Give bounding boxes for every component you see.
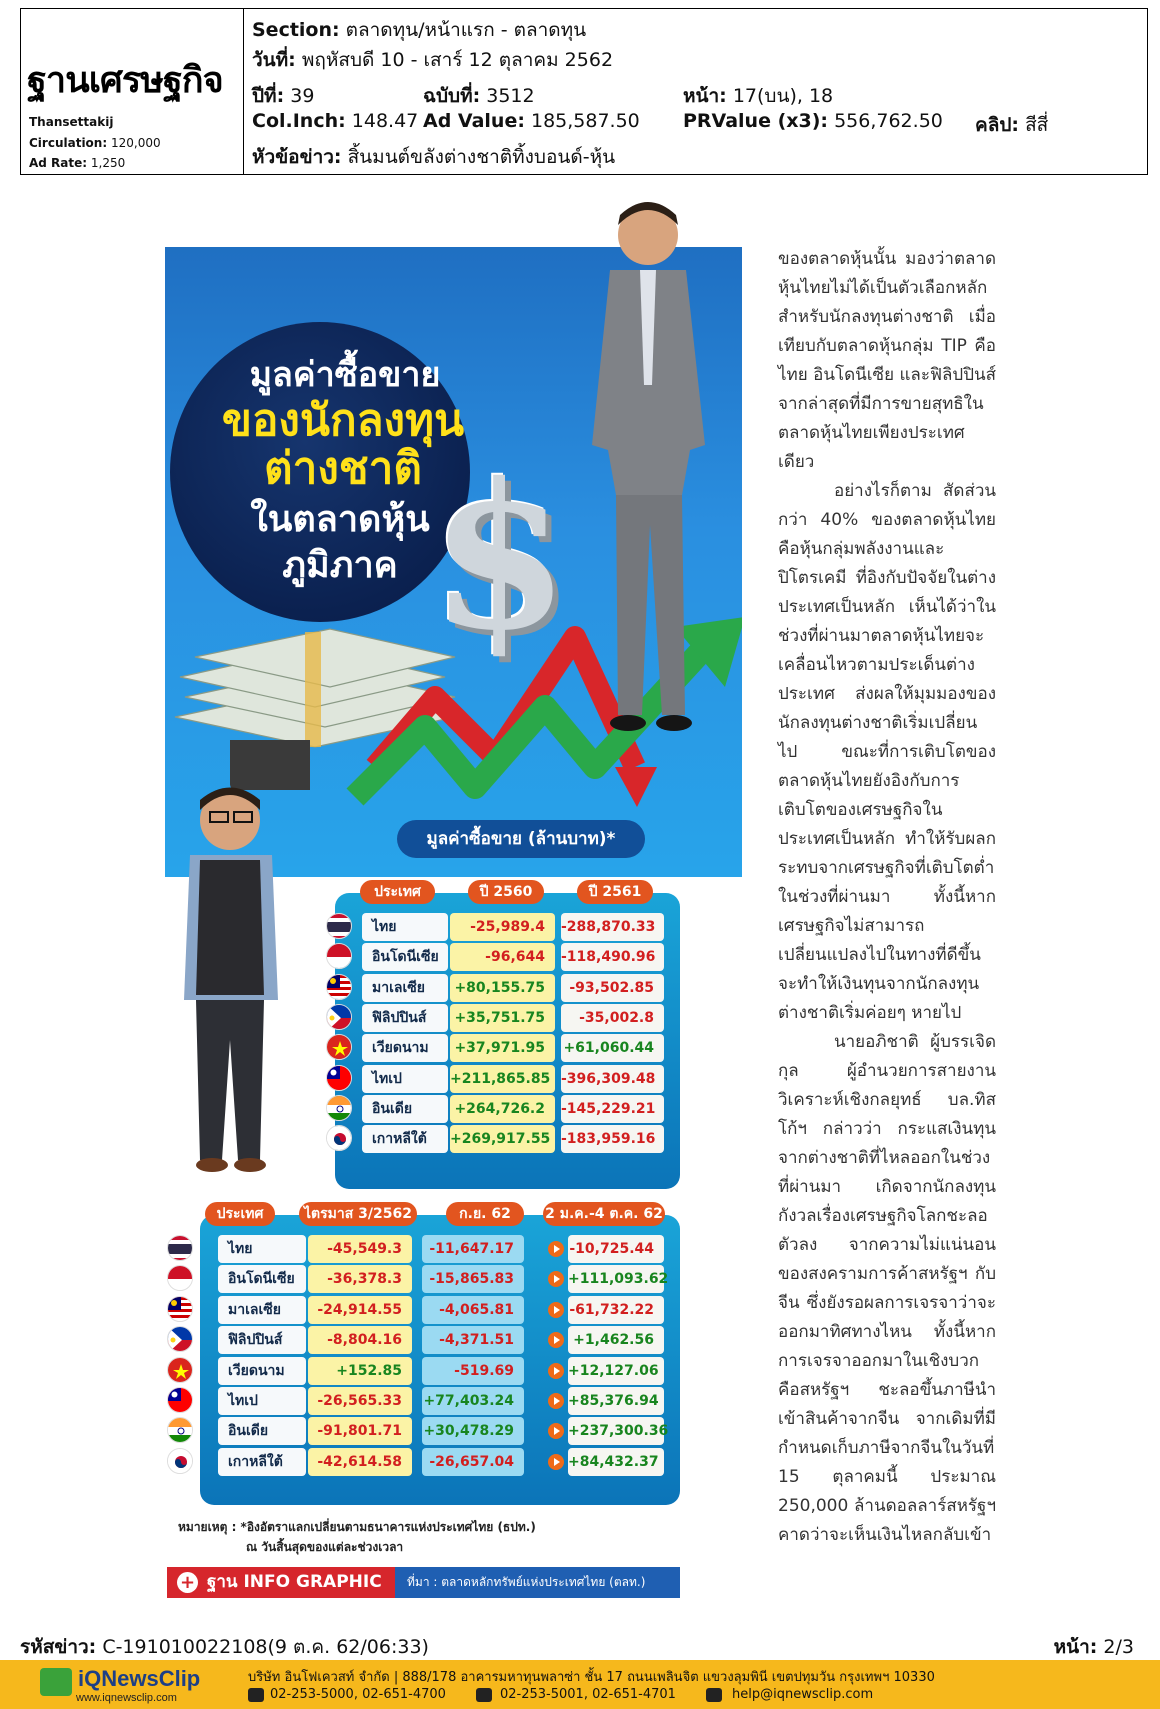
company-address: บริษัท อินโฟเควสท์ จำกัด | 888/178 อาคารมหาทุนพลาซ่า ชั้น 17 ถนนเพลินจิต แขวงลุมพินี เขตปทุมวัน กรุงเทพฯ 10330: [248, 1670, 935, 1685]
headline: หัวข้อข่าว: สิ้นมนต์ขลังต่างชาติทิ้งบอนด์-หุ้น: [252, 146, 616, 168]
newsclip-icon: [40, 1668, 72, 1696]
year: ปีที่: 39: [252, 85, 315, 107]
value-2560-cell: +211,865.85: [450, 1065, 555, 1093]
country-cell: เวียดนาม: [218, 1357, 306, 1385]
arrow-right-icon: [548, 1393, 564, 1409]
country-cell: อินเดีย: [362, 1095, 448, 1123]
table-recent-header-ytd: 2 ม.ค.-4 ต.ค. 62: [543, 1202, 665, 1226]
value-ytd-cell: +85,376.94: [568, 1387, 664, 1415]
title-line-4: ในตลาดหุ้น ภูมิภาค: [250, 499, 430, 586]
value-2560-cell: +37,971.95: [450, 1034, 555, 1062]
value-sep-cell: +30,478.29: [422, 1417, 524, 1445]
value-2561-cell: -183,959.16: [561, 1125, 664, 1153]
value-q3-cell: -8,804.16: [308, 1326, 412, 1354]
fax-numbers: 02-253-5001, 02-651-4701: [500, 1687, 676, 1702]
table-recent-header-q3: ไตรมาส 3/2562: [299, 1202, 417, 1226]
value-2560-cell: +264,726.2: [450, 1095, 555, 1123]
table-recent-header-country: ประเทศ: [205, 1202, 275, 1226]
publication-name: Thansettakij: [29, 115, 114, 129]
country-cell: ไทเป: [218, 1387, 306, 1415]
page: หน้า: 17(บน), 18: [683, 85, 834, 107]
article-paragraph-1: ของตลาดหุ้นนั้น มองว่าตลาดหุ้นไทยไม่ได้เป็นตัวเลือกหลักสำหรับนักลงทุนต่างชาติ เมื่อเทียบกับตลาดหุ้นกลุ่ม TIP คือ ไทย อินโดนีเซีย และฟิลิปปินส์ จากล่าสุดที่มีการขายสุทธิในตลาดหุ้นไทยเพียงประเทศเดียว: [778, 249, 996, 472]
col-inch: Col.Inch: 148.47: [252, 110, 419, 132]
country-cell: เกาหลีใต้: [218, 1448, 306, 1476]
arrow-right-icon: [548, 1241, 564, 1257]
country-cell: ฟิลิปปินส์: [218, 1326, 306, 1354]
phone-numbers: 02-253-5000, 02-651-4700: [270, 1687, 446, 1702]
country-flag-icon: [167, 1357, 193, 1383]
value-2560-cell: -96,644: [450, 943, 555, 971]
country-cell: มาเลเซีย: [218, 1296, 306, 1324]
country-flag-icon: [326, 1004, 352, 1030]
businessman-standing-image: [570, 195, 730, 755]
ad-value: Ad Value: 185,587.50: [423, 110, 640, 132]
country-flag-icon: [326, 1095, 352, 1121]
country-cell: ไทย: [362, 913, 448, 941]
value-2560-cell: +80,155.75: [450, 974, 555, 1002]
value-q3-cell: -45,549.3: [308, 1235, 412, 1263]
pr-value: PRValue (x3): 556,762.50: [683, 110, 943, 132]
clipping-header: [20, 8, 1148, 175]
footnote: หมายเหตุ : *อิงอัตราแลกเปลี่ยนตามธนาคารแห่งประเทศไทย (ธปท.) ณ วันสิ้นสุดของแต่ละช่วงเวลา: [178, 1520, 536, 1554]
value-q3-cell: -91,801.71: [308, 1417, 412, 1445]
date: วันที่: พฤหัสบดี 10 - เสาร์ 12 ตุลาคม 2562: [252, 49, 614, 71]
value-sep-cell: -11,647.17: [422, 1235, 524, 1263]
news-code: รหัสข่าว: C-191010022108(9 ต.ค. 62/06:33): [20, 1636, 429, 1658]
table-recent-header-sep: ก.ย. 62: [446, 1202, 524, 1226]
value-2561-cell: -118,490.96: [561, 943, 664, 971]
ad-rate: Ad Rate: 1,250: [29, 156, 126, 170]
table-annual-header-country: ประเทศ: [360, 880, 435, 904]
issue: ฉบับที่: 3512: [423, 85, 535, 107]
value-ytd-cell: +1,462.56: [568, 1326, 664, 1354]
country-cell: ฟิลิปปินส์: [362, 1004, 448, 1032]
circulation: Circulation: 120,000: [29, 136, 161, 150]
subtitle-pill: มูลค่าซื้อขาย (ล้านบาท)*: [397, 820, 645, 858]
value-2561-cell: +61,060.44: [561, 1034, 664, 1062]
article-paragraph-3: นายอภิชาติ ผู้บรรเจิดกุล ผู้อำนวยการสายงานวิเคราะห์เชิงกลยุทธ์ บล.ทิสโก้ฯ กล่าวว่า กระแสเงินทุนจากต่างชาติที่ไหลออกในช่วงที่ผ่านมา เกิดจากนักลงทุนกังวลเรื่องเศรษฐกิจโลกชะลอตัวลง จากความไม่แน่นอนของสงครามการค้าสหรัฐฯ กับจีน ซึ่งยังรอผลการเจรจาว่าจะออกมาทิศทางไหน ทั้งนี้หากการเจรจาออกมาในเชิงบวก คือสหรัฐฯ ชะลอขึ้นภาษีนำเข้าสินค้าจากจีน จากเดิมที่มีกำหนดเก็บภาษีจากจีนในวันที่ 15 ตุลาคมนี้ ประมาณ 250,000 ล้านดอลลาร์สหรัฐฯ คาดว่าจะเห็นเงินไหลกลับเข้า: [778, 1032, 996, 1545]
section: Section: ตลาดทุน/หน้าแรก - ตลาดทุน: [252, 19, 587, 41]
value-sep-cell: -15,865.83: [422, 1265, 524, 1293]
value-2560-cell: +269,917.55: [450, 1125, 555, 1153]
publication-logo: ฐานเศรษฐกิจ: [27, 60, 223, 101]
country-flag-icon: [167, 1296, 193, 1322]
businessman-briefcase-image: [160, 740, 310, 1190]
clip-color: คลิป: สีสี่: [975, 114, 1049, 136]
value-2561-cell: -93,502.85: [561, 974, 664, 1002]
brand-title: ฐาน INFO GRAPHIC: [207, 1572, 382, 1592]
country-cell: อินโดนีเซีย: [218, 1265, 306, 1293]
article-column: [778, 245, 996, 1550]
country-flag-icon: [167, 1265, 193, 1291]
value-ytd-cell: -10,725.44: [568, 1235, 664, 1263]
value-2561-cell: -145,229.21: [561, 1095, 664, 1123]
table-annual-header-2561: ปี 2561: [577, 880, 653, 904]
publication-panel: [21, 9, 244, 174]
country-flag-icon: [326, 974, 352, 1000]
phone-icon: [248, 1688, 264, 1702]
value-ytd-cell: +111,093.62: [568, 1265, 664, 1293]
value-q3-cell: -26,565.33: [308, 1387, 412, 1415]
country-flag-icon: [167, 1326, 193, 1352]
country-cell: อินเดีย: [218, 1417, 306, 1445]
title-line-2: ของนักลงทุน ต่างชาติ: [221, 395, 465, 494]
country-flag-icon: [326, 1034, 352, 1060]
country-flag-icon: [326, 1065, 352, 1091]
value-ytd-cell: -61,732.22: [568, 1296, 664, 1324]
value-ytd-cell: +237,300.36: [568, 1417, 664, 1445]
email-icon: [706, 1688, 722, 1702]
country-cell: อินโดนีเซีย: [362, 943, 448, 971]
value-2560-cell: -25,989.4: [450, 913, 555, 941]
value-2561-cell: -396,309.48: [561, 1065, 664, 1093]
value-ytd-cell: +84,432.37: [568, 1448, 664, 1476]
country-flag-icon: [167, 1417, 193, 1443]
dollar-sign-icon: $: [430, 440, 570, 675]
value-q3-cell: +152.85: [308, 1357, 412, 1385]
country-flag-icon: [167, 1448, 193, 1474]
value-q3-cell: -24,914.55: [308, 1296, 412, 1324]
country-flag-icon: [167, 1235, 193, 1261]
country-cell: ไทย: [218, 1235, 306, 1263]
arrow-right-icon: [548, 1363, 564, 1379]
iqnewsclip-logo[interactable]: iQNewsClip www.iqnewsclip.com: [40, 1666, 220, 1706]
value-q3-cell: -36,378.3: [308, 1265, 412, 1293]
value-sep-cell: -4,371.51: [422, 1326, 524, 1354]
email-link[interactable]: help@iqnewsclip.com: [732, 1687, 874, 1702]
value-sep-cell: -26,657.04: [422, 1448, 524, 1476]
arrow-right-icon: [548, 1302, 564, 1318]
country-flag-icon: [326, 1125, 352, 1151]
article-paragraph-2: อย่างไรก็ตาม สัดส่วนกว่า 40% ของตลาดหุ้นไทยคือหุ้นกลุ่มพลังงานและปิโตรเคมี ที่อิงกับปัจจัยในต่างประเทศเป็นหลัก เห็นได้ว่าในช่วงที่ผ่านมาตลาดหุ้นไทยจะเคลื่อนไหวตามประเด็นต่างประเทศ ส่งผลให้มุมมองของนักลงทุนต่างชาติเริ่มเปลี่ยนไป ขณะที่การเติบโตของตลาดหุ้นไทยยังอิงกับการเติบโตของเศรษฐกิจในประเทศเป็นหลัก ทำให้รับผลกระทบจากเศรษฐกิจที่เติบโตต่ำในช่วงที่ผ่านมา ทั้งนี้หากเศรษฐกิจไม่สามารถเปลี่ยนแปลงไปในทางที่ดีขึ้น จะทำให้เงินทุนจากนักลงทุนต่างชาติเริ่มค่อยๆ หายไป: [778, 481, 996, 1023]
value-sep-cell: -519.69: [422, 1357, 524, 1385]
title-line-1: มูลค่าซื้อขาย: [249, 355, 441, 395]
value-sep-cell: -4,065.81: [422, 1296, 524, 1324]
footer-page: หน้า: 2/3: [1053, 1636, 1134, 1658]
country-cell: เกาหลีใต้: [362, 1125, 448, 1153]
country-flag-icon: [326, 913, 352, 939]
infographic-brand-bar: [167, 1567, 680, 1598]
fax-icon: [476, 1688, 492, 1702]
value-q3-cell: -42,614.58: [308, 1448, 412, 1476]
value-sep-cell: +77,403.24: [422, 1387, 524, 1415]
value-2561-cell: -288,870.33: [561, 913, 664, 941]
source-text: ที่มา : ตลาดหลักทรัพย์แห่งประเทศไทย (ตลท.): [407, 1575, 646, 1589]
value-ytd-cell: +12,127.06: [568, 1357, 664, 1385]
table-annual-header-2560: ปี 2560: [468, 880, 544, 904]
country-cell: เวียดนาม: [362, 1034, 448, 1062]
country-flag-icon: [167, 1387, 193, 1413]
country-cell: ไทเป: [362, 1065, 448, 1093]
country-cell: มาเลเซีย: [362, 974, 448, 1002]
value-2560-cell: +35,751.75: [450, 1004, 555, 1032]
plus-icon: +: [177, 1572, 198, 1593]
value-2561-cell: -35,002.8: [561, 1004, 664, 1032]
arrow-right-icon: [548, 1454, 564, 1470]
